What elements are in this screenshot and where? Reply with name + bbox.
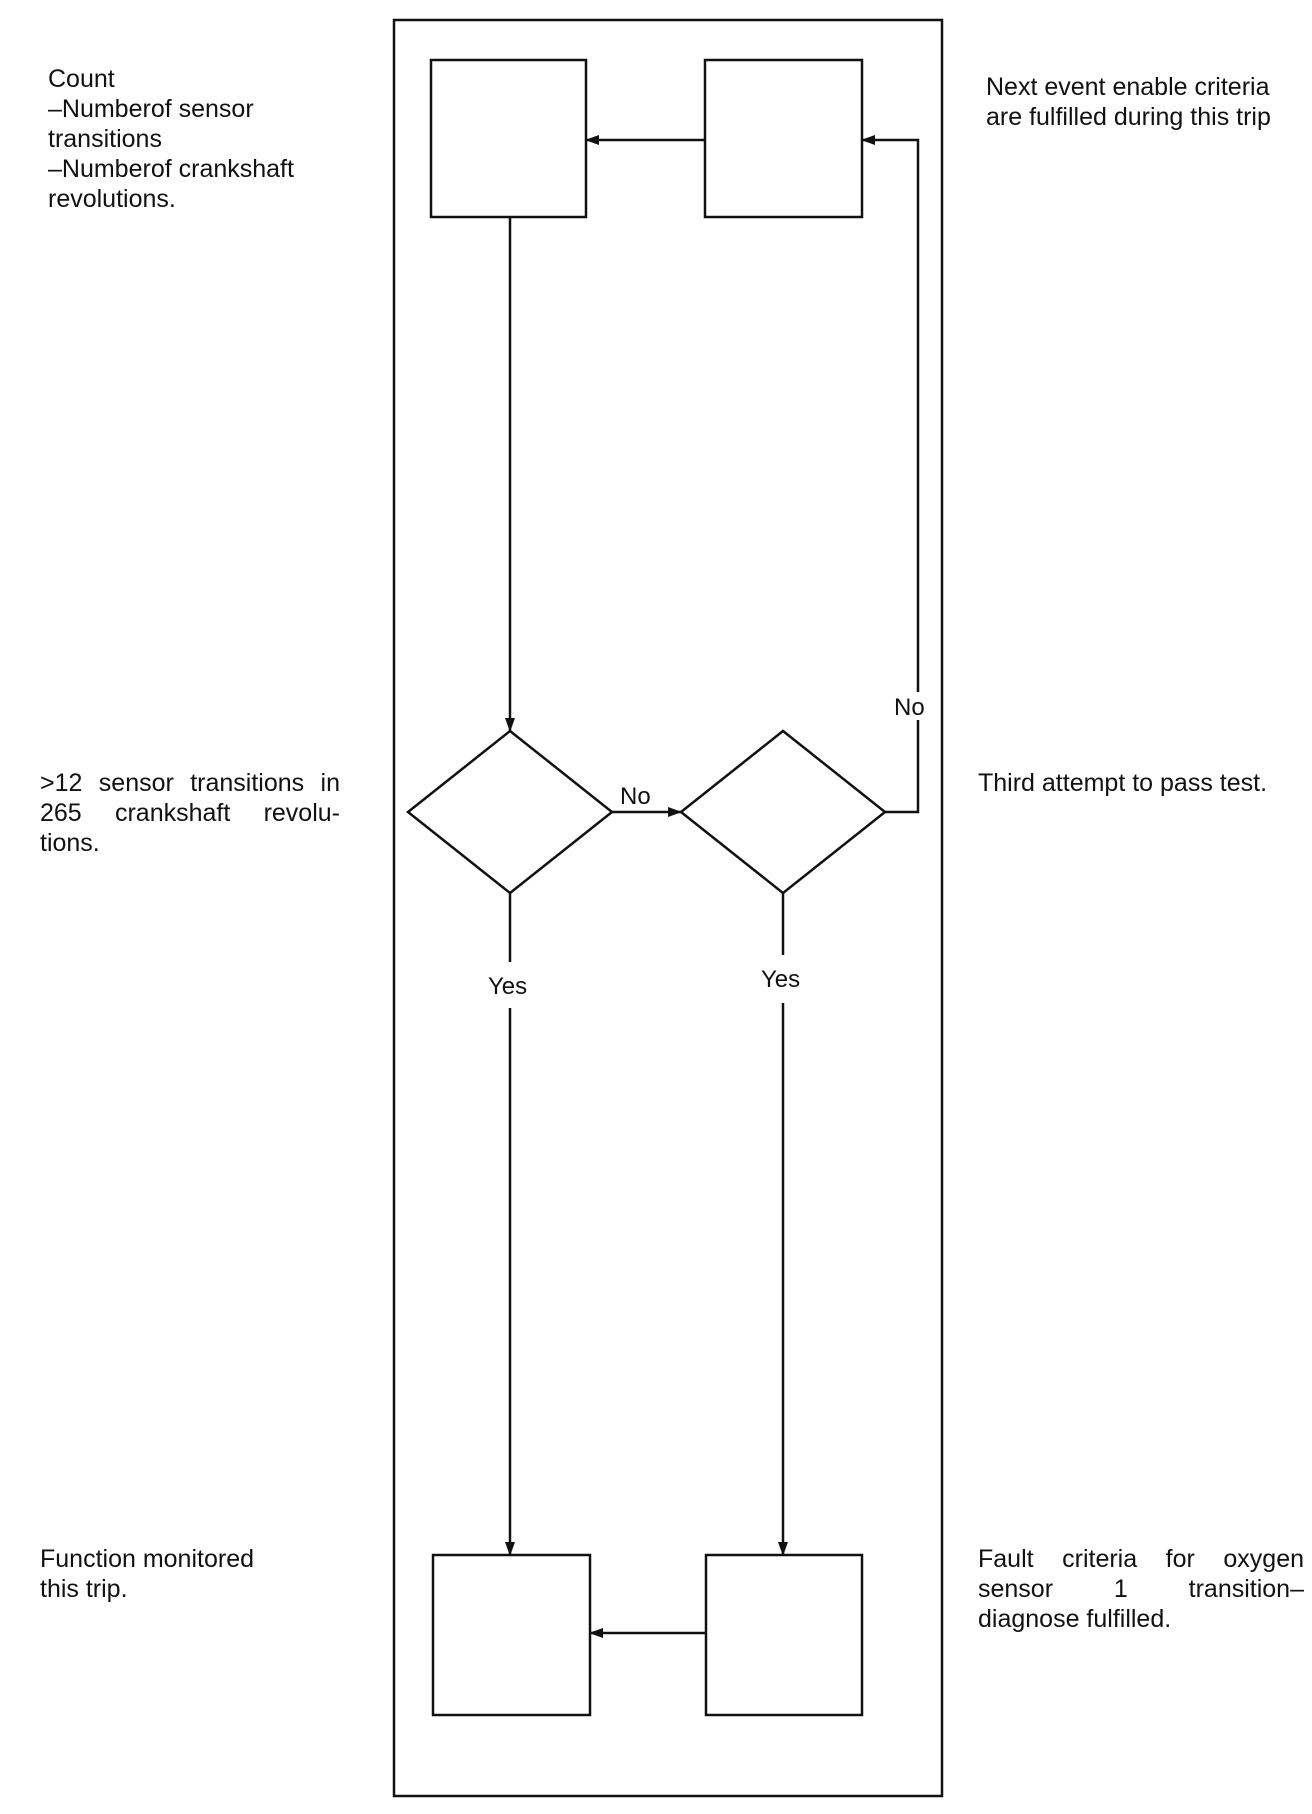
outer-frame: [394, 20, 942, 1796]
label-no-loop-back: No: [894, 694, 925, 721]
note-count-line-3: transitions: [48, 125, 162, 153]
label-yes-right: Yes: [761, 966, 801, 993]
note-function-monitored-line-2: this trip.: [40, 1575, 128, 1603]
note-function-monitored-line-1: Function monitored: [40, 1545, 255, 1573]
decision-third-attempt: [681, 731, 885, 893]
label-no-between-diamonds: No: [620, 783, 651, 810]
note-transitions-check-text: >12 sensor transitions in 265 crankshaft revolu-tions.: [40, 769, 340, 857]
box-next-event: [705, 60, 862, 217]
note-third-attempt-text: Third attempt to pass test.: [978, 769, 1268, 797]
box-count: [431, 60, 586, 217]
arrow-loop-back: [885, 720, 918, 812]
note-count-line-5: revolutions.: [48, 185, 176, 213]
decision-transitions: [408, 731, 612, 893]
note-count-line-1: Count: [48, 65, 115, 93]
note-next-event-line-1: Next event enable criteria: [986, 73, 1270, 101]
box-fault-criteria: [706, 1555, 862, 1715]
box-function-monitored: [433, 1555, 590, 1715]
note-next-event-line-2: are fulfilled during this trip: [986, 103, 1271, 131]
note-count-line-4: –Numberof crankshaft: [48, 155, 294, 183]
note-count-line-2: –Numberof sensor: [48, 95, 254, 123]
label-yes-left: Yes: [488, 973, 528, 1000]
note-fault-criteria-text: Fault criteria for oxygen sensor 1 transition– diagnose fulfilled.: [978, 1545, 1304, 1633]
arrow-loop-back-upper: [862, 140, 918, 692]
